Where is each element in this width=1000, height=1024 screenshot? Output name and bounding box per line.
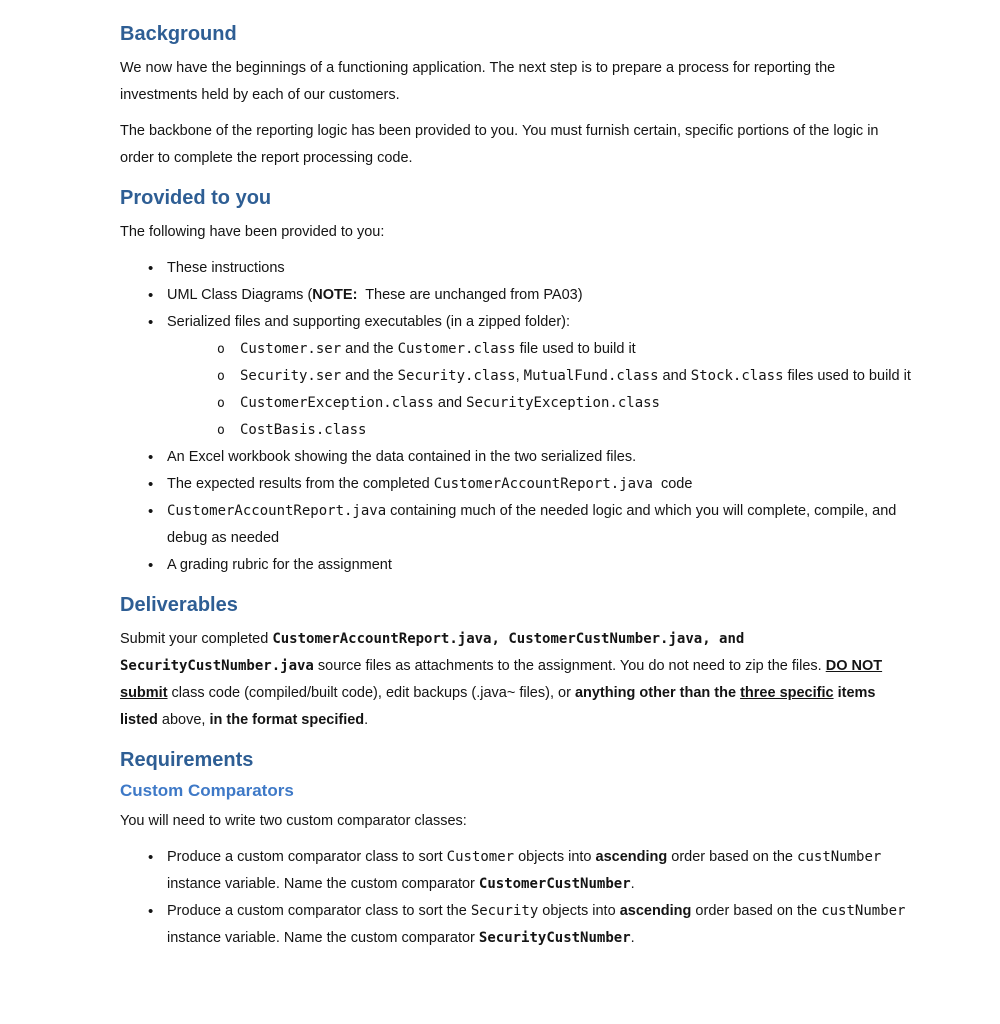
text-run: CustomerCustNumber — [478, 876, 631, 892]
text-run: ascending — [619, 903, 692, 919]
text-run: You will need to write two custom comparator classes: — [120, 813, 467, 829]
list-item-text — [167, 260, 285, 276]
text-run: in the format specified — [209, 712, 365, 728]
list-item-text — [240, 368, 911, 384]
text-run: files used to build it — [783, 368, 911, 384]
text-run: A grading rubric for the assignment — [167, 557, 392, 573]
text-run: Stock.class — [690, 368, 784, 384]
text-run: source files as attachments to the assignment. You do not need to zip the files. — [313, 658, 826, 674]
text-run: anything other than the — [574, 685, 741, 701]
list-item-text — [167, 503, 896, 546]
text-run: CustomerAccountReport.java, CustomerCustNumber.java, and SecurityCustNumber.java — [120, 631, 745, 674]
text-run: order based on the — [667, 849, 798, 865]
text-run: Security — [470, 903, 539, 919]
list-item — [120, 282, 912, 309]
paragraph-comparators-intro — [120, 808, 912, 835]
text-run: objects into — [538, 903, 620, 919]
list-item — [120, 255, 912, 282]
text-run: class code (compiled/built code), edit backups (.java~ files), or — [167, 685, 575, 701]
list-item-text — [167, 449, 636, 465]
text-run: and the — [341, 341, 398, 357]
paragraph-provided-intro — [120, 219, 912, 246]
text-run: The expected results from the completed — [167, 476, 434, 492]
text-run: MutualFund.class — [523, 368, 659, 384]
heading-background: Background — [120, 23, 237, 45]
text-run: DO NOT submit — [120, 658, 883, 701]
list-item-text — [240, 422, 366, 438]
list-item — [167, 336, 912, 363]
text-run: , — [515, 368, 524, 384]
text-run: The following have been provided to you: — [120, 224, 385, 240]
text-run: and — [433, 395, 467, 411]
provided-list — [120, 255, 912, 579]
text-run: containing much of the needed logic and which you will complete, compile, and debug as needed — [167, 503, 897, 546]
text-run: instance variable. Name the custom comparator — [167, 930, 479, 946]
text-run: custNumber — [821, 903, 906, 919]
text-run: custNumber — [797, 849, 882, 865]
list-item-text — [167, 903, 906, 946]
text-run: objects into — [514, 849, 596, 865]
text-run: instance variable. Name the custom comparator — [167, 876, 479, 892]
list-item — [167, 363, 912, 390]
text-run: Submit your completed — [120, 631, 273, 647]
list-item — [120, 898, 912, 952]
text-run: ascending — [595, 849, 668, 865]
text-run: SecurityException.class — [466, 395, 660, 411]
text-run: and the — [341, 368, 398, 384]
list-item-text — [240, 395, 660, 411]
text-run: Serialized files and supporting executables (in a zipped folder): — [167, 314, 571, 330]
text-run: An Excel workbook showing the data contained in the two serialized files. — [167, 449, 637, 465]
text-run: CustomerAccountReport.java — [433, 476, 653, 492]
text-run: Customer — [446, 849, 515, 865]
list-item-text — [167, 557, 392, 573]
text-run: CustomerAccountReport.java — [167, 503, 387, 519]
text-run: Security.class — [397, 368, 516, 384]
text-run: We now have the beginnings of a functioning application. The next step is to prepare a process for reporting the investments held by each of our customers. — [120, 60, 836, 103]
text-run: These instructions — [167, 260, 285, 276]
heading-custom-comparators: Custom Comparators — [120, 781, 294, 800]
text-run: order based on the — [691, 903, 822, 919]
text-run: three specific — [740, 685, 834, 701]
text-run: These are unchanged from PA03) — [357, 287, 583, 303]
text-run: above, — [157, 712, 210, 728]
list-item — [167, 390, 912, 417]
list-item-text — [167, 476, 692, 492]
list-item — [120, 471, 912, 498]
heading-deliverables: Deliverables — [120, 594, 238, 616]
sub-list — [167, 336, 912, 444]
text-run: SecurityCustNumber — [478, 930, 631, 946]
text-run: code — [652, 476, 693, 492]
list-item-text — [167, 287, 583, 303]
text-run: . — [364, 712, 369, 728]
paragraph-deliverables — [120, 626, 912, 734]
text-run: and — [658, 368, 691, 384]
list-item — [167, 417, 912, 444]
paragraph-background-2 — [120, 118, 912, 172]
text-run: . — [630, 876, 635, 892]
heading-requirements: Requirements — [120, 749, 254, 771]
text-run: Produce a custom comparator class to sort — [167, 849, 447, 865]
text-run: Customer.ser — [240, 341, 342, 357]
text-run: . — [630, 930, 635, 946]
list-item — [120, 844, 912, 898]
list-item — [120, 444, 912, 471]
text-run: Security.ser — [240, 368, 342, 384]
list-item — [120, 498, 912, 552]
comparators-list — [120, 844, 912, 952]
text-run: Produce a custom comparator class to sort the — [167, 903, 471, 919]
text-run: The backbone of the reporting logic has been provided to you. You must furnish certain, specific portions of the logic in order to complete the report processing code. — [120, 123, 879, 166]
text-run: UML Class Diagrams ( — [167, 287, 313, 303]
list-item-text — [240, 341, 636, 357]
paragraph-background-1 — [120, 55, 912, 109]
text-run: items listed — [120, 685, 876, 728]
heading-provided-to-you: Provided to you — [120, 187, 272, 209]
text-run: NOTE: — [312, 287, 358, 303]
list-item-text — [167, 314, 570, 330]
text-run: CostBasis.class — [240, 422, 367, 438]
list-item-text — [167, 849, 881, 892]
text-run: CustomerException.class — [240, 395, 434, 411]
text-run: Customer.class — [397, 341, 516, 357]
list-item — [120, 552, 912, 579]
text-run: file used to build it — [515, 341, 636, 357]
list-item — [120, 309, 912, 444]
